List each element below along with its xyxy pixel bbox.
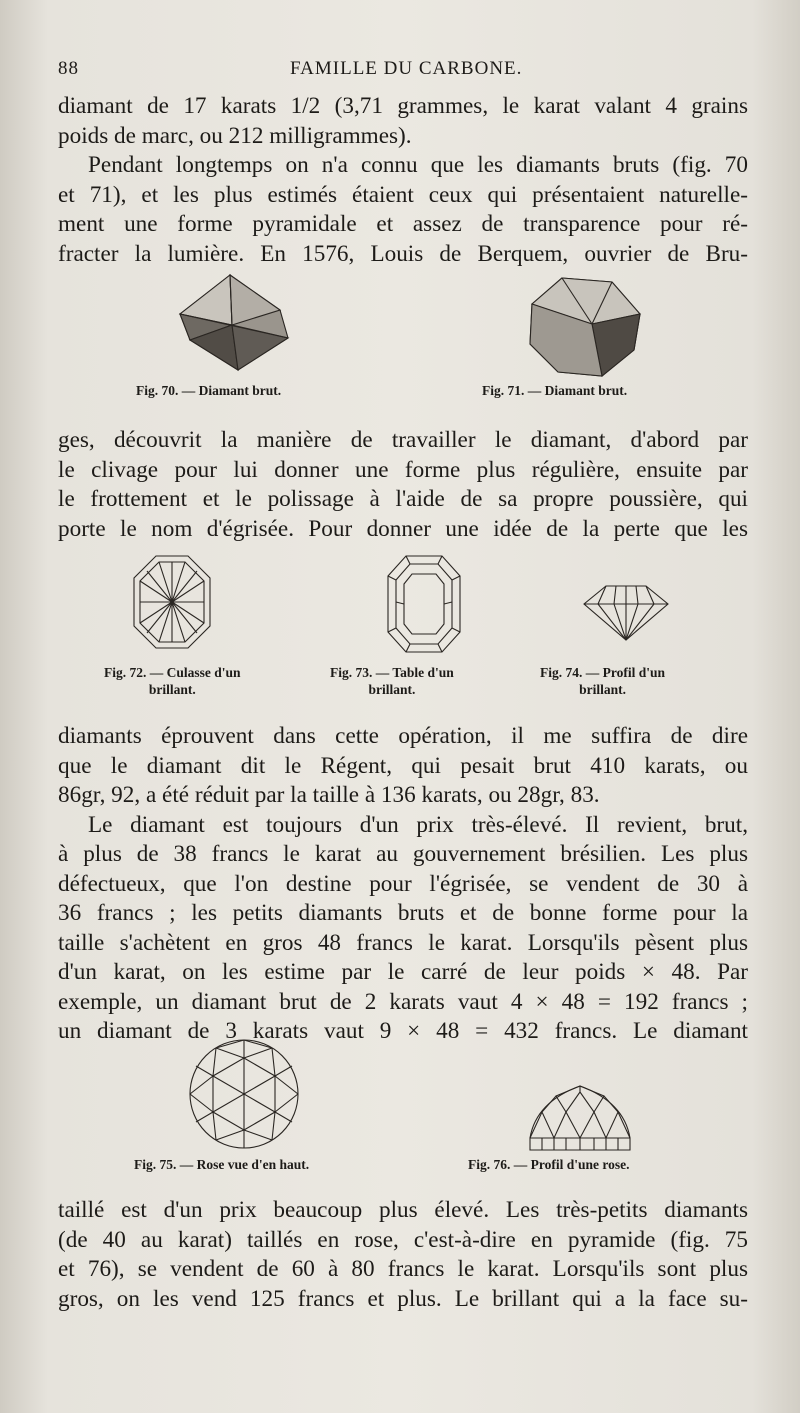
text-line: et 76), se vendent de 60 à 80 francs le karat. Lorsqu'ils sont plus bbox=[58, 1256, 748, 1282]
fig70-rough-diamond-illustration bbox=[170, 270, 300, 380]
page-header bbox=[58, 58, 748, 88]
paragraph-block-1 bbox=[58, 92, 748, 269]
text-line: défectueux, que l'on destine pour l'égrisée, se vendent de 30 à bbox=[58, 870, 748, 897]
text-line: un diamant de 3 karats vaut 9 × 48 = 432 francs. Le diamant bbox=[58, 1018, 748, 1044]
fig74-caption: Fig. 74. — Profil d'un brillant. bbox=[540, 665, 666, 697]
fig71-caption: Fig. 71. — Diamant brut. bbox=[482, 383, 628, 398]
text-line: que le diamant dit le Régent, qui pesait brut 410 karats, ou bbox=[58, 752, 748, 779]
paragraph-block-3 bbox=[58, 722, 748, 1047]
text-line: Le diamant est toujours d'un prix très-élevé. Il revient, brut, bbox=[88, 811, 748, 838]
text-line: ges, découvrit la manière de travailler le diamant, d'abord par bbox=[58, 427, 748, 453]
paragraph-block-2 bbox=[58, 426, 748, 544]
fig76-caption: Fig. 76. — Profil d'une rose. bbox=[468, 1157, 630, 1172]
running-title: FAMILLE DU CARBONE. bbox=[290, 58, 523, 79]
text-line: diamants éprouvent dans cette opération, il me suffira de dire bbox=[58, 723, 748, 749]
text-line: porte le nom d'égrisée. Pour donner une idée de la perte que les bbox=[58, 515, 748, 542]
text-line: et 71), et les plus estimés étaient ceux qui présentaient naturelle- bbox=[58, 181, 748, 208]
text-line: diamant de 17 karats 1/2 (3,71 grammes, le karat valant 4 grains bbox=[58, 93, 748, 119]
text-line: à plus de 38 francs le karat au gouvernement brésilien. Les plus bbox=[58, 841, 748, 867]
paragraph-block-4 bbox=[58, 1196, 748, 1314]
text-line: (de 40 au karat) taillés en rose, c'est-à-dire en pyramide (fig. 75 bbox=[58, 1226, 748, 1253]
fig74-brilliant-profile-illustration bbox=[580, 582, 672, 644]
fig75-caption: Fig. 75. — Rose vue d'en haut. bbox=[134, 1157, 310, 1172]
fig75-rose-top-view-illustration bbox=[186, 1036, 302, 1152]
fig72-caption: Fig. 72. — Culasse d'un brillant. bbox=[104, 665, 241, 697]
fig73-caption: Fig. 73. — Table d'un brillant. bbox=[330, 665, 454, 697]
text-line: poids de marc, ou 212 milligrammes). bbox=[58, 122, 412, 149]
text-line: 86gr, 92, a été réduit par la taille à 136 karats, ou 28gr, 83. bbox=[58, 782, 600, 808]
page-number: 88 bbox=[58, 58, 79, 79]
text-line: taillé est d'un prix beaucoup plus élevé. Les très-petits diamants bbox=[58, 1197, 748, 1223]
text-line: le frottement et le polissage à l'aide de sa propre poussière, qui bbox=[58, 486, 748, 512]
text-line: Pendant longtemps on n'a connu que les diamants bruts (fig. 70 bbox=[88, 152, 748, 178]
text-line: d'un karat, on les estime par le carré de leur poids × 48. Par bbox=[58, 959, 748, 985]
fig76-rose-profile-illustration bbox=[526, 1082, 634, 1154]
text-line: exemple, un diamant brut de 2 karats vaut 4 × 48 = 192 francs ; bbox=[58, 988, 748, 1015]
fig72-brilliant-culet-illustration bbox=[130, 552, 214, 652]
text-line: 36 francs ; les petits diamants bruts et de bonne forme pour la bbox=[58, 900, 748, 926]
text-line: taille s'achètent en gros 48 francs le karat. Lorsqu'ils pèsent plus bbox=[58, 929, 748, 956]
text-line: le clivage pour lui donner une forme plus régulière, ensuite par bbox=[58, 456, 748, 483]
text-line: ment une forme pyramidale et assez de transparence pour ré- bbox=[58, 211, 748, 237]
text-line: gros, on les vend 125 francs et plus. Le brillant qui a la face su- bbox=[58, 1285, 748, 1312]
fig70-caption: Fig. 70. — Diamant brut. bbox=[136, 383, 282, 398]
fig73-brilliant-table-illustration bbox=[384, 552, 464, 656]
text-line: fracter la lumière. En 1576, Louis de Berquem, ouvrier de Bru- bbox=[58, 240, 748, 267]
fig71-rough-diamond-illustration bbox=[522, 272, 652, 380]
